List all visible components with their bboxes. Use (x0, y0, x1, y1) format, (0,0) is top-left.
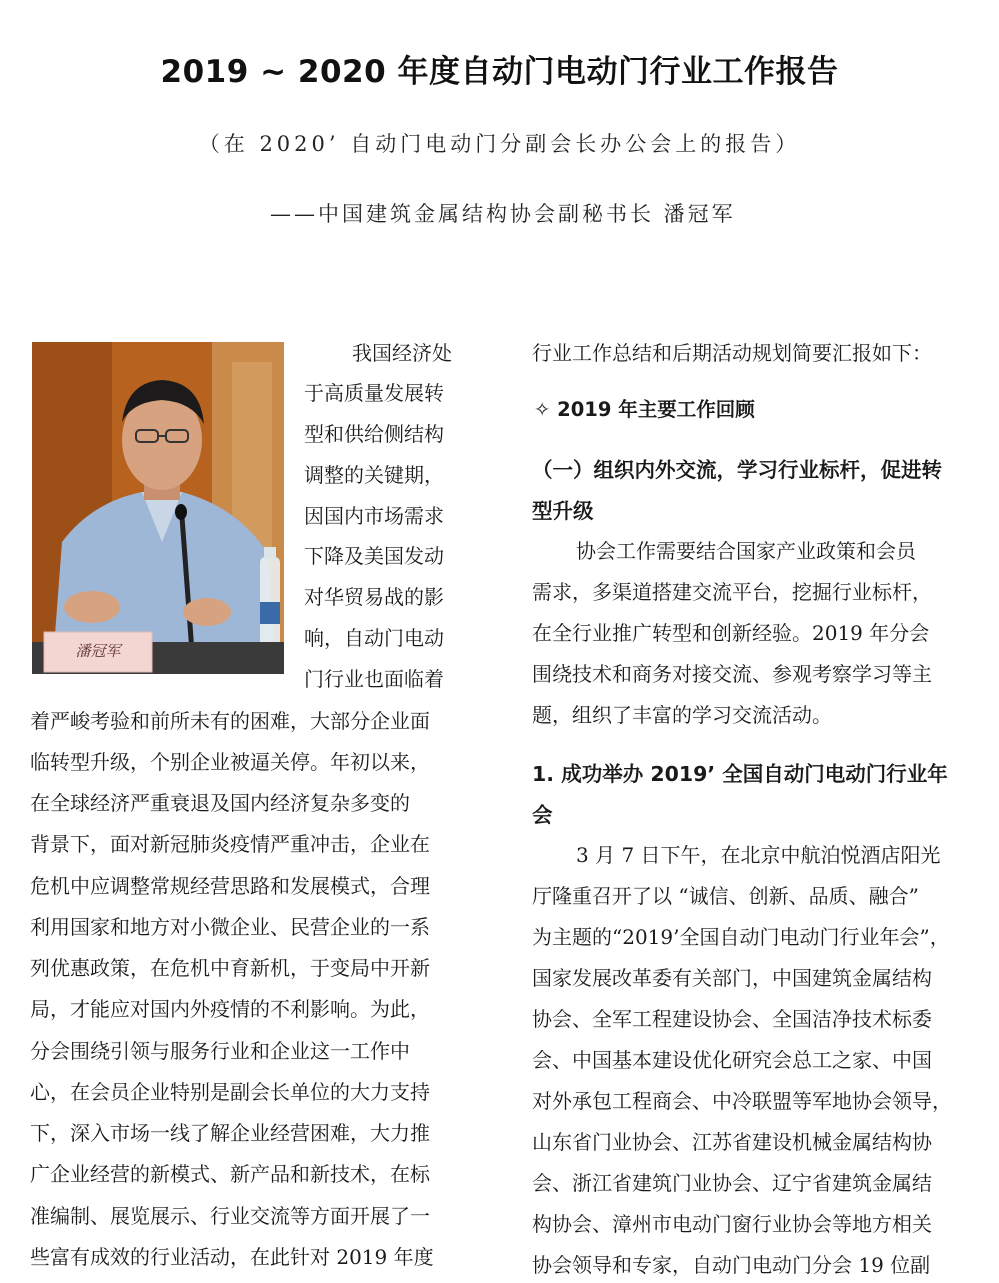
text-line: 利用国家和地方对小微企业、民营企业的一系 (30, 915, 430, 939)
text-line: 围绕技术和商务对接交流、参观考察学习等主 (532, 662, 932, 686)
text-line: 构协会、漳州市电动门窗行业协会等地方相关 (532, 1212, 932, 1236)
text-line: 因国内市场需求 (304, 504, 444, 528)
text-line: 山东省门业协会、江苏省建设机械金属结构协 (532, 1130, 932, 1154)
sub-heading: 型升级 (532, 499, 594, 523)
text-line: 型和供给侧结构 (304, 422, 444, 446)
text-line: 厅隆重召开了以 “诚信、创新、品质、融合” (532, 884, 919, 908)
text-line: 局，才能应对国内外疫情的不利影响。为此， (30, 997, 430, 1021)
text-line: 我国经济处 (352, 341, 452, 365)
text-line: 国家发展改革委有关部门，中国建筑金属结构 (532, 966, 932, 990)
intro-line: 行业工作总结和后期活动规划简要汇报如下： (532, 341, 932, 365)
text-line: 门行业也面临着 (304, 667, 444, 691)
text-line: 危机中应调整常规经营思路和发展模式，合理 (30, 874, 430, 898)
text-line: 背景下，面对新冠肺炎疫情严重冲击，企业在 (30, 832, 430, 856)
text-line: 题，组织了丰富的学习交流活动。 (532, 703, 832, 727)
text-line: 在全行业推广转型和创新经验。2019 年分会 (532, 621, 930, 645)
text-line: 为主题的“2019’全国自动门电动门行业年会”， (532, 925, 950, 949)
text-line: 响，自动门电动 (304, 626, 444, 650)
text-line: 会、中国基本建设优化研究会总工之家、中国 (532, 1048, 932, 1072)
text-line: 对华贸易战的影 (304, 585, 444, 609)
sub-heading: （一）组织内外交流，学习行业标杆，促进转 (532, 458, 942, 482)
text-line: 临转型升级，个别企业被逼关停。年初以来， (30, 750, 430, 774)
item-heading: 1. 成功举办 2019’ 全国自动门电动门行业年 (532, 762, 948, 786)
report-subtitle: （在 2020’ 自动门电动门分副会长办公会上的报告） (198, 132, 801, 156)
text-line: 下，深入市场一线了解企业经营困难，大力推 (30, 1121, 430, 1145)
text-line: 调整的关键期， (304, 463, 444, 487)
text-line: 准编制、展览展示、行业交流等方面开展了一 (30, 1204, 430, 1228)
text-line: 协会、全军工程建设协会、全国洁净技术标委 (532, 1007, 932, 1031)
nameplate-text: 潘冠军 (75, 642, 121, 660)
text-line: 着严峻考验和前所未有的困难，大部分企业面 (30, 709, 430, 733)
text-line: 在全球经济严重衰退及国内经济复杂多变的 (30, 791, 410, 815)
report-title: 2019 ~ 2020 年度自动门电动门行业工作报告 (160, 54, 839, 90)
text-line: 3 月 7 日下午，在北京中航泊悦酒店阳光 (576, 843, 941, 867)
text-line: 广企业经营的新模式、新产品和新技术，在标 (30, 1162, 430, 1186)
item-heading: 会 (532, 803, 553, 827)
text-line: 下降及美国发动 (304, 544, 444, 568)
report-author: ——中国建筑金属结构协会副秘书长 潘冠军 (270, 202, 736, 226)
text-line: 些富有成效的行业活动，在此针对 2019 年度 (30, 1245, 434, 1269)
text-line: 对外承包工程商会、中冷联盟等军地协会领导， (532, 1089, 952, 1113)
text-line: 协会工作需要结合国家产业政策和会员 (576, 539, 916, 563)
text-line: 于高质量发展转 (304, 381, 444, 405)
text-line: 会、浙江省建筑门业协会、辽宁省建筑金属结 (532, 1171, 932, 1195)
text-line: 协会领导和专家，自动门电动门分会 19 位副 (532, 1253, 931, 1277)
text-line: 心，在会员企业特别是副会长单位的大力支持 (30, 1080, 430, 1104)
text-line: 需求，多渠道搭建交流平台，挖掘行业标杆， (532, 580, 932, 604)
section-heading: ✧ 2019 年主要工作回顾 (534, 398, 755, 421)
text-line: 列优惠政策，在危机中育新机，于变局中开新 (30, 956, 430, 980)
text-line: 分会围绕引领与服务行业和企业这一工作中 (30, 1039, 410, 1063)
